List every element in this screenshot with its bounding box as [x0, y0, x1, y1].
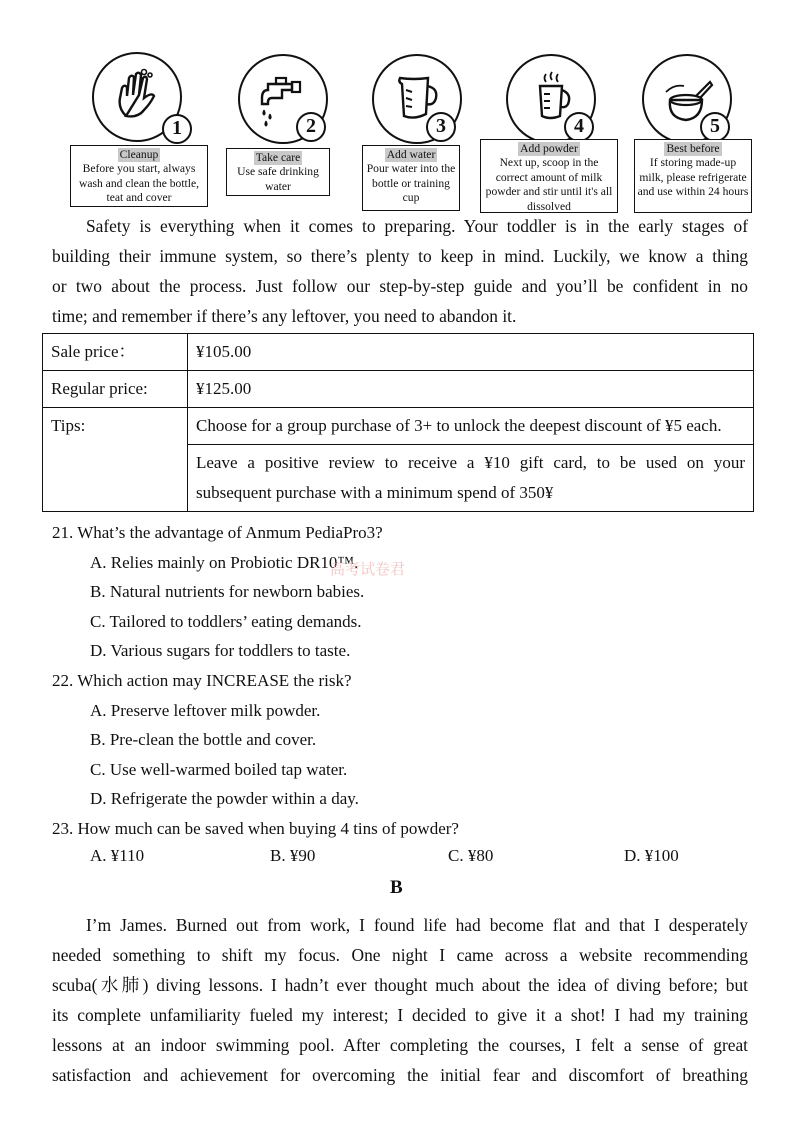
passage-line: I’m James. Burned out from work, I found life had become flat and that I desperately — [86, 915, 748, 935]
question-21-option-d: D. Various sugars for toddlers to taste. — [90, 641, 351, 660]
question-21-option-a: A. Relies mainly on Probiotic DR10™. — [90, 553, 359, 572]
question-22-option-a: A. Preserve leftover milk powder. — [90, 701, 321, 720]
question-23-option-b: B. ¥90 — [270, 846, 316, 865]
step-5-heading: Best before — [666, 142, 720, 155]
question-22-option-d: D. Refrigerate the powder within a day. — [90, 789, 359, 808]
step-5-number: 5 — [700, 112, 730, 142]
step-1-caption — [70, 145, 208, 207]
question-23-option-d: D. ¥100 — [624, 846, 679, 865]
intro-line: or two about the process. Just follow our step-by-step guide and you’ll be confident in no — [52, 276, 748, 296]
passage-line: its complete unfamiliarity fueled my interest; I decided to give it a shot! I had my training — [52, 1005, 748, 1025]
step-3-caption — [362, 145, 460, 211]
intro-line: building their immune system, so there’s plenty to keep in mind. Luckily, we know a thing — [52, 246, 748, 266]
step-2-heading: Take care — [255, 151, 301, 164]
intro-line: time; and remember if there’s any leftover, you need to abandon it. — [52, 306, 517, 326]
step-5-text: If storing made-up milk, please refrigerate and use within 24 hours — [637, 156, 749, 199]
passage-line: satisfaction and achievement for overcoming the initial fear and discomfort of breathing — [52, 1065, 748, 1085]
step-1-text: Before you start, always wash and clean the bottle, teat and cover — [78, 162, 200, 205]
step-2-number: 2 — [296, 112, 326, 142]
intro-line: Safety is everything when it comes to preparing. Your toddler is in the early stages of — [86, 216, 748, 236]
passage-line: scuba(水肺) diving lessons. I hadn’t ever thought much about the idea of diving before; but — [52, 975, 748, 995]
tips-label: Tips: — [43, 408, 188, 512]
step-3-number: 3 — [426, 112, 456, 142]
passage-line: lessons at an indoor swimming pool. After completing the courses, I felt a sense of great — [52, 1035, 748, 1055]
step-3-heading: Add water — [386, 148, 436, 161]
question-23-option-a: A. ¥110 — [90, 846, 145, 865]
question-21-option-b: B. Natural nutrients for newborn babies. — [90, 582, 365, 601]
step-2-caption — [226, 148, 330, 196]
question-23: 23. How much can be saved when buying 4 tins of powder? — [52, 819, 459, 838]
question-21-option-c: C. Tailored to toddlers’ eating demands. — [90, 612, 362, 631]
step-3-text: Pour water into the bottle or training cup — [366, 162, 456, 205]
tip-group-purchase: Choose for a group purchase of 3+ to unlock the deepest discount of ¥5 each. — [188, 408, 754, 445]
step-4-heading: Add powder — [520, 142, 578, 155]
tip-review-gift-card: Leave a positive review to receive a ¥10 gift card, to be used on your subsequent purchase with a minimum spend of 350¥ — [188, 445, 754, 512]
step-1-heading: Cleanup — [119, 148, 159, 161]
table-row — [43, 371, 754, 408]
step-4-number: 4 — [564, 112, 594, 142]
step-1-number: 1 — [162, 114, 192, 144]
table-row — [43, 334, 754, 371]
step-4-caption — [480, 139, 618, 213]
sale-price-value: ¥105.00 — [188, 334, 754, 371]
step-4-text: Next up, scoop in the correct amount of milk powder and stir until it's all dissolved — [485, 156, 613, 213]
intro-paragraph — [52, 211, 748, 331]
preparation-steps — [70, 52, 760, 218]
regular-price-value: ¥125.00 — [188, 371, 754, 408]
question-22: 22. Which action may INCREASE the risk? — [52, 671, 352, 690]
sale-price-label: Sale price： — [43, 334, 188, 371]
regular-price-label: Regular price: — [43, 371, 188, 408]
step-2-text: Use safe drinking water — [237, 165, 319, 193]
passage-line: needed something to shift my focus. One night I came across a website recommending — [52, 945, 748, 965]
watermark: 高考试卷君 — [330, 560, 406, 578]
question-22-option-b: B. Pre-clean the bottle and cover. — [90, 730, 317, 749]
step-5-caption — [634, 139, 752, 213]
passage-paragraph — [52, 910, 748, 1090]
question-22-option-c: C. Use well-warmed boiled tap water. — [90, 760, 348, 779]
question-21: 21. What’s the advantage of Anmum PediaPro3? — [52, 523, 383, 542]
question-23-option-c: C. ¥80 — [448, 846, 494, 865]
table-row — [43, 408, 754, 445]
price-table — [42, 333, 754, 512]
section-title: B — [390, 877, 403, 898]
